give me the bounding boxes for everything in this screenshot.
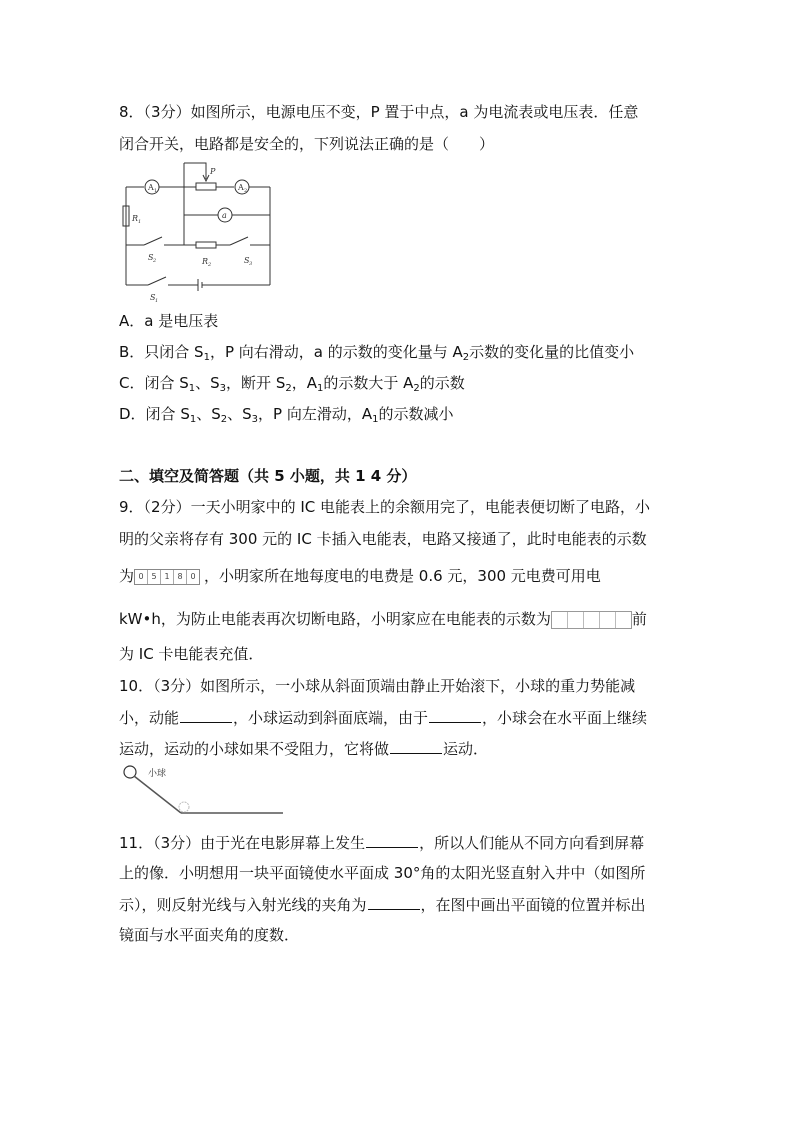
blank-5[interactable] <box>368 894 420 910</box>
svg-text:R: R <box>132 214 139 223</box>
svg-text:R: R <box>202 257 209 266</box>
svg-text:S: S <box>150 293 156 302</box>
svg-text:1: 1 <box>154 188 158 194</box>
q11-line3: 示），则反射光线与入射光线的夹角为 ，在图中画出平面镜的位置并标出 <box>119 896 646 914</box>
meter-reading: 0 5 1 8 0 <box>134 569 200 585</box>
blank-2[interactable] <box>429 707 481 723</box>
q10-line2: 小，动能 ，小球运动到斜面底端，由于 ，小球会在水平面上继续 <box>119 709 648 727</box>
q10-line3: 运动，运动的小球如果不受阻力，它将做 运动． <box>119 740 489 758</box>
q9-line1: 9．（2分）一天小明家中的 IC 电能表上的余额用完了，电能表便切断了电路，小 <box>119 498 651 516</box>
incline-diagram <box>118 762 288 820</box>
svg-text:2: 2 <box>244 188 248 194</box>
q8-option-a: A．a 是电压表 <box>119 312 219 330</box>
q9-line4: kW•h，为防止电能表再次切断电路，小明家应在电能表的示数为 前 <box>119 610 647 628</box>
svg-text:A: A <box>238 183 244 192</box>
blank-3[interactable] <box>390 738 442 754</box>
svg-text:a: a <box>222 211 227 220</box>
svg-text:2: 2 <box>208 262 212 268</box>
circuit-diagram <box>118 160 288 305</box>
q11-line1: 11．（3分）由于光在电影屏幕上发生 ，所以人们能从不同方向看到屏幕 <box>119 834 645 852</box>
q9-line3: 为 0 5 1 8 0 ，小明家所在地每度电的电费是 0.6 元，300 元电费可用电 <box>119 567 601 585</box>
svg-text:1: 1 <box>155 298 159 304</box>
q8-option-c: C．闭合 $S_1$、$S_3$，断开 $S_2$，$A_1$的示数大于 $A_2$的示数 <box>119 374 465 394</box>
q11-line2: 上的像．小明想用一块平面镜使水平面成 30°角的太阳光竖直射入井中（如图所 <box>119 864 646 882</box>
svg-text:S: S <box>148 253 154 262</box>
svg-text:1: 1 <box>138 219 142 225</box>
q10-line1: 10．（3分）如图所示，一小球从斜面顶端由静止开始滚下，小球的重力势能减 <box>119 677 636 695</box>
svg-text:小球: 小球 <box>148 769 167 779</box>
q9-line2: 明的父亲将存有 300 元的 IC 卡插入电能表，电路又接通了，此时电能表的示数 <box>119 530 647 548</box>
q8-option-b: B．只闭合 $S_1$，P 向右滑动，a 的示数的变化量与 $A_2$示数的变化量的比值变小 <box>119 343 635 363</box>
svg-text:S: S <box>244 256 250 265</box>
answer-box[interactable] <box>551 611 632 629</box>
svg-text:A: A <box>148 183 154 192</box>
q8-line2: 闭合开关，电路都是安全的，下列说法正确的是（ ） <box>119 135 495 153</box>
svg-text:P: P <box>210 167 216 176</box>
q9-line5: 为 IC 卡电能表充值． <box>119 645 264 663</box>
q8-line1: 8．（3分）如图所示，电源电压不变，P 置于中点，a 为电流表或电压表．任意 <box>119 103 639 121</box>
section-heading: 二、填空及简答题（共 5 小题，共 1 4 分） <box>119 467 417 485</box>
q8-option-d: D．闭合 $S_1$、$S_2$、$S_3$，P 向左滑动，$A_1$的示数减小 <box>119 405 454 425</box>
blank-4[interactable] <box>366 832 418 848</box>
svg-text:2: 2 <box>153 258 157 264</box>
svg-text:3: 3 <box>249 261 253 267</box>
q11-line4: 镜面与水平面夹角的度数． <box>119 926 300 944</box>
blank-1[interactable] <box>180 707 232 723</box>
